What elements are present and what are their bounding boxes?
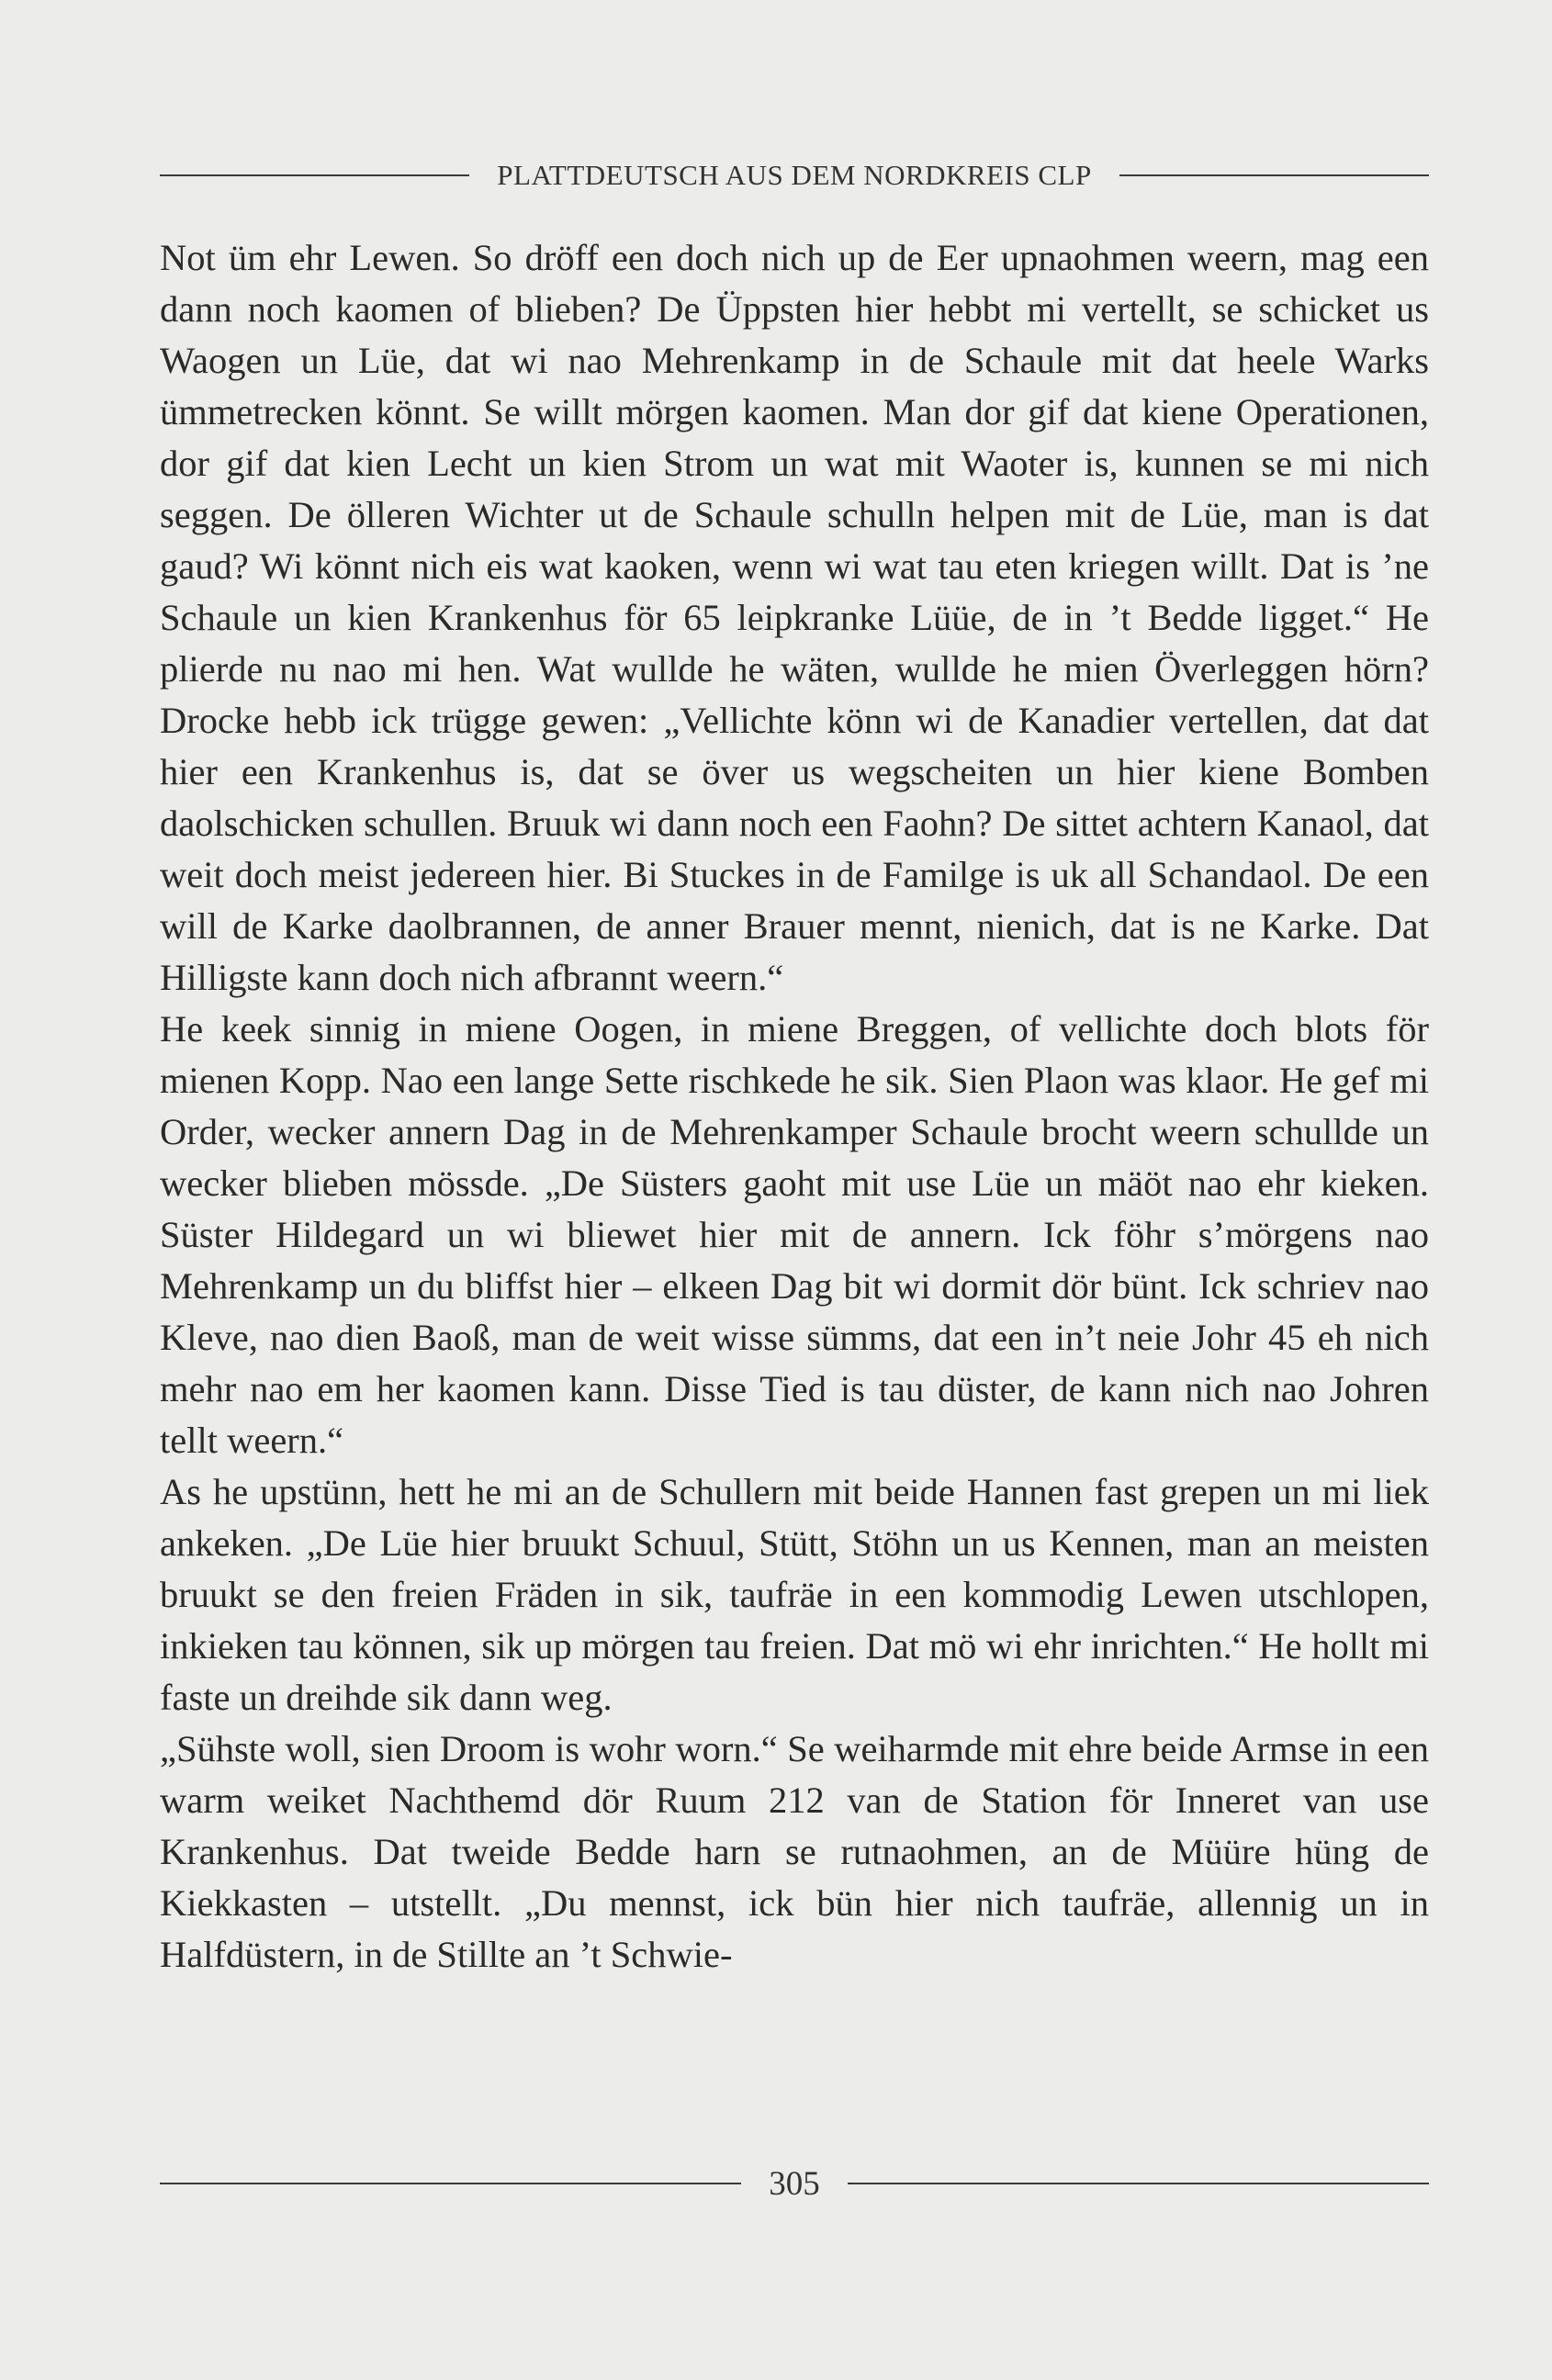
- paragraph-1: Not üm ehr Lewen. So dröff een doch nich up de Eer upnaohmen weern, mag een dann noch kaomen of blieben? De Üppsten hier hebbt mi vertellt, se schicket us Waogen un Lüe, dat wi nao Mehrenkamp in de Schaule mit dat heele Warks ümmetrecken könnt. Se willt mörgen kaomen. Man dor gif dat kiene Operationen, dor gif dat kien Lecht un kien Strom un wat mit Waoter is, kunnen se mi nich seggen. De ölleren Wichter ut de Schaule schulln helpen mit de Lüe, man is dat gaud? Wi könnt nich eis wat kaoken, wenn wi wat tau eten kriegen willt. Dat is ’ne Schaule un kien Krankenhus för 65 leipkranke Lüüe, de in ’t Bedde ligget.“ He plierde nu nao mi hen. Wat wullde he wäten, wullde he mien Överleggen hörn? Drocke hebb ick trügge gewen: „Vellichte könn wi de Kanadier vertellen, dat dat hier een Krankenhus is, dat se över us wegscheiten un hier kiene Bomben daolschicken schullen. Bruuk wi dann noch een Faohn? De sittet achtern Kanaol, dat weit doch meist jedereen hier. Bi Stuckes in de Familge is uk all Schandaol. De een will de Karke daolbrannen, de anner Brauer mennt, nienich, dat is ne Karke. Dat Hilligste kann doch nich afbrannt weern.“: [160, 237, 1429, 998]
- header-rule-left: [160, 174, 469, 176]
- page-footer: [160, 2161, 1429, 2206]
- footer-rule-right: [848, 2183, 1429, 2184]
- body-text: [160, 232, 1429, 1981]
- page-number: 305: [769, 2164, 820, 2203]
- paragraph-4: „Sühste woll, sien Droom is wohr worn.“ Se weiharmde mit ehre beide Armse in een warm weiket Nachthemd dör Ruum 212 van de Station för Inneret van use Krankenhus. Dat tweide Bedde harn se rutnaohmen, an de Müüre hüng de Kiekkasten – utstellt. „Du mennst, ick bün hier nich taufräe, allennig un in Halfdüstern, in de Stillte an ’t Schwie-: [160, 1728, 1429, 1975]
- footer-rule-left: [160, 2183, 741, 2184]
- paragraph-2: He keek sinnig in miene Oogen, in miene Breggen, of vellichte doch blots för mienen Kopp. Nao een lange Sette rischkede he sik. Sien Plaon was klaor. He gef mi Order, wecker annern Dag in de Mehrenkamper Schaule brocht weern schullde un wecker blieben mössde. „De Süsters gaoht mit use Lüe un mäöt nao ehr kieken. Süster Hildegard un wi bliewet hier mit de annern. Ick föhr s’mörgens nao Mehrenkamp un du bliffst hier – elkeen Dag bit wi dormit dör bünt. Ick schriev nao Kleve, nao dien Baoß, man de weit wisse sümms, dat een in’t neie Johr 45 eh nich mehr nao em her kaomen kann. Disse Tied is tau düster, de kann nich nao Johren tellt weern.“: [160, 1008, 1429, 1461]
- running-title: PLATTDEUTSCH AUS DEM NORDKREIS CLP: [497, 159, 1092, 191]
- header-rule-right: [1119, 174, 1429, 176]
- paragraph-3: As he upstünn, hett he mi an de Schullern mit beide Hannen fast grepen un mi liek ankeken. „De Lüe hier bruukt Schuul, Stütt, Stöhn un us Kennen, man an meisten bruukt se den freien Fräden in sik, taufräe in een kommodig Lewen utschlopen, inkieken tau können, sik up mörgen tau freien. Dat mö wi ehr inrichten.“ He hollt mi faste un dreihde sik dann weg.: [160, 1471, 1429, 1718]
- running-header: [160, 152, 1429, 198]
